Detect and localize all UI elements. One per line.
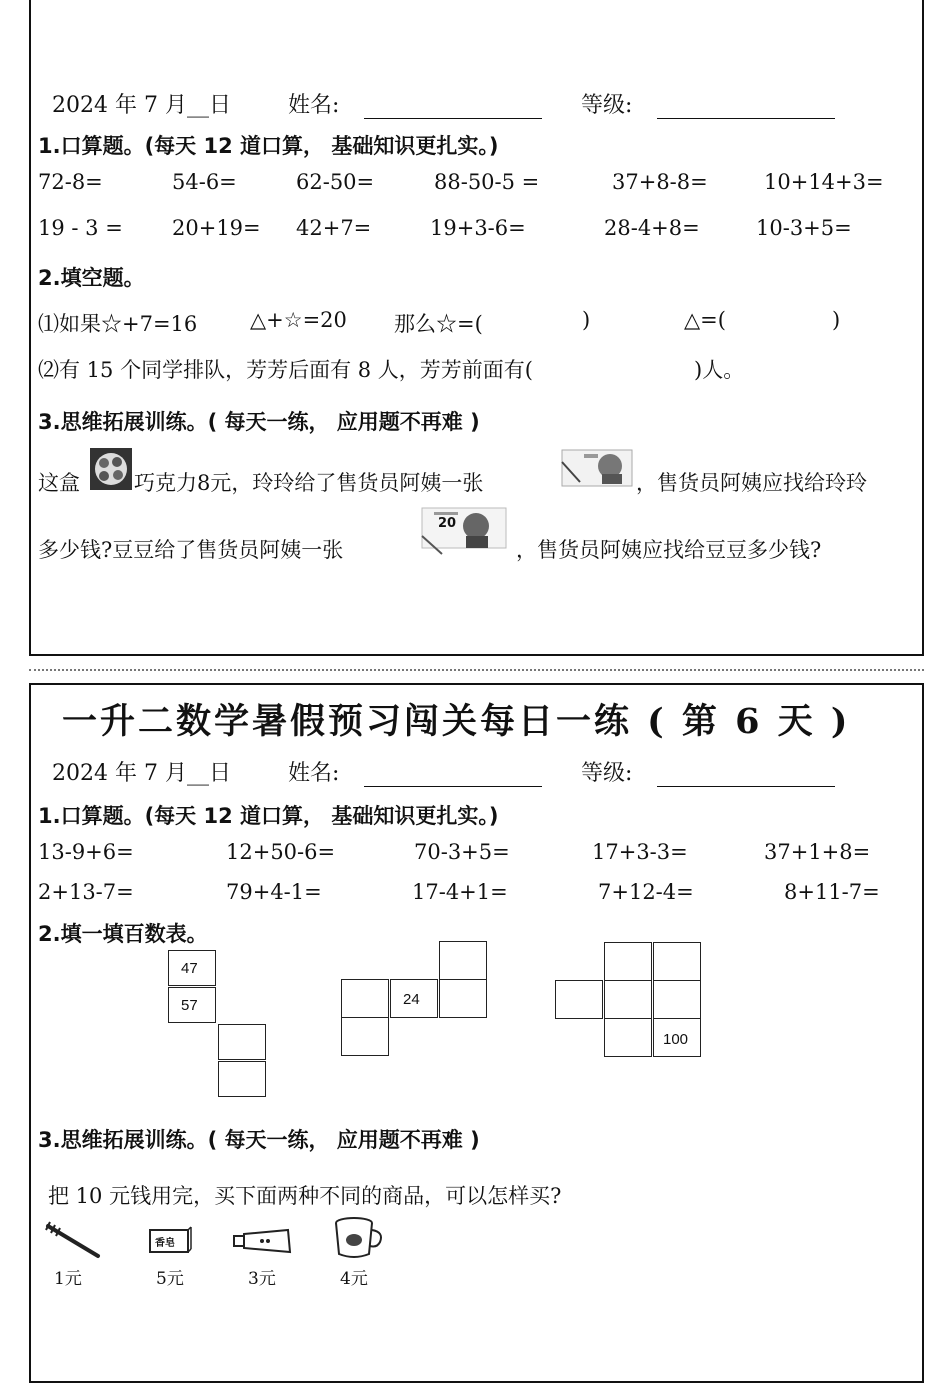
banknote-100-icon [560,446,634,494]
math-item: 88-50-5 = [434,170,540,194]
math-item: 20+19= [172,216,261,240]
math-item: 37+8-8= [612,170,708,194]
price-label: 5元 [156,1269,184,1289]
section-3-title: 3.思维拓展训练。( 每天一练， 应用题不再难 ) [38,1128,480,1152]
hundred-chart-cell[interactable] [555,980,603,1019]
math-item: 70-3+5= [414,840,510,864]
fill-q1-part: △+☆=20 [250,308,347,332]
price-label: 4元 [340,1269,368,1289]
math-item: 17-4+1= [412,880,508,904]
math-item: 12+50-6= [226,840,336,864]
hundred-chart-cell[interactable] [218,1024,266,1060]
hundred-chart-cell[interactable] [341,1017,389,1056]
fill-q1-part: 那么☆=( [394,312,483,336]
section-2-title: 2.填空题。 [38,266,145,290]
story-text: 多少钱?豆豆给了售货员阿姨一张 [38,538,344,562]
math-item: 37+1+8= [764,840,871,864]
math-item: 19 - 3 = [38,216,123,240]
story-text: 这盒 [38,471,80,495]
math-item: 79+4-1= [226,880,322,904]
math-item: 17+3-3= [592,840,688,864]
math-item: 10-3+5= [756,216,852,240]
grade-label: 等级: [581,761,633,786]
page-title: 一升二数学暑假预习闯关每日一练 ( 第 6 天 ) [62,701,851,742]
soap-icon [148,1226,192,1260]
date-label: 2024 年 7 月__日 [52,93,231,118]
hundred-chart-cell[interactable]: 47 [168,950,216,986]
hundred-chart-cell[interactable] [653,980,701,1019]
fill-q1-part: ⑴如果☆+7=16 [38,312,198,336]
cut-line-divider [29,669,924,671]
name-field[interactable] [364,94,542,119]
section-1-title: 1.口算题。(每天 12 道口算， 基础知识更扎实。) [38,804,499,828]
price-label: 1元 [54,1269,82,1289]
section-2-title: 2.填一填百数表。 [38,922,208,946]
price-label: 3元 [248,1269,276,1289]
hundred-chart-cell[interactable] [604,1018,652,1057]
section-1-title: 1.口算题。(每天 12 道口算， 基础知识更扎实。) [38,134,499,158]
fill-q2-part: )人。 [694,358,745,382]
math-item: 72-8= [38,170,103,194]
problem-text: 把 10 元钱用完，买下面两种不同的商品，可以怎样买? [48,1184,562,1208]
hundred-chart-cell[interactable] [341,979,389,1018]
hundred-chart-cell[interactable]: 100 [653,1018,701,1057]
hundred-chart-cell[interactable] [218,1061,266,1097]
hundred-chart-cell[interactable]: 57 [168,987,216,1023]
math-item: 10+14+3= [764,170,884,194]
chocolate-box-icon [90,448,132,494]
story-text: ，售货员阿姨应找给豆豆多少钱? [516,538,822,562]
math-item: 2+13-7= [38,880,134,904]
hundred-chart-cell[interactable] [604,980,652,1019]
section-3-title: 3.思维拓展训练。( 每天一练， 应用题不再难 ) [38,410,480,434]
name-label: 姓名: [288,93,340,118]
hundred-chart-cell[interactable] [653,942,701,981]
soap-label: 香皂 [155,1238,175,1249]
fill-q1-part: ) [832,308,841,332]
toothpaste-icon [232,1226,294,1260]
story-text: ，售货员阿姨应找给玲玲 [636,471,867,495]
math-item: 28-4+8= [604,216,700,240]
grade-label: 等级: [581,93,633,118]
hundred-chart-cell[interactable] [604,942,652,981]
fill-q2-part: ⑵有 15 个同学排队，芳芳后面有 8 人，芳芳前面有( [38,358,533,382]
story-text: 巧克力8元，玲玲给了售货员阿姨一张 [134,471,484,495]
fill-q1-part: △=( [684,308,726,332]
math-item: 42+7= [296,216,372,240]
name-field[interactable] [364,762,542,787]
math-item: 54-6= [172,170,237,194]
grade-field[interactable] [657,94,835,119]
toothbrush-icon [42,1218,104,1266]
math-item: 13-9+6= [38,840,134,864]
math-item: 7+12-4= [598,880,694,904]
banknote-value: 20 [438,516,457,531]
hundred-chart-cell[interactable] [439,979,487,1018]
math-item: 19+3-6= [430,216,526,240]
cup-icon [332,1216,386,1264]
hundred-chart-cell[interactable]: 24 [390,979,438,1018]
math-item: 62-50= [296,170,375,194]
fill-q1-part: ) [582,308,591,332]
date-label: 2024 年 7 月__日 [52,761,231,786]
grade-field[interactable] [657,762,835,787]
math-item: 8+11-7= [784,880,880,904]
banknote-20-icon [416,502,510,562]
name-label: 姓名: [288,761,340,786]
hundred-chart-cell[interactable] [439,941,487,980]
